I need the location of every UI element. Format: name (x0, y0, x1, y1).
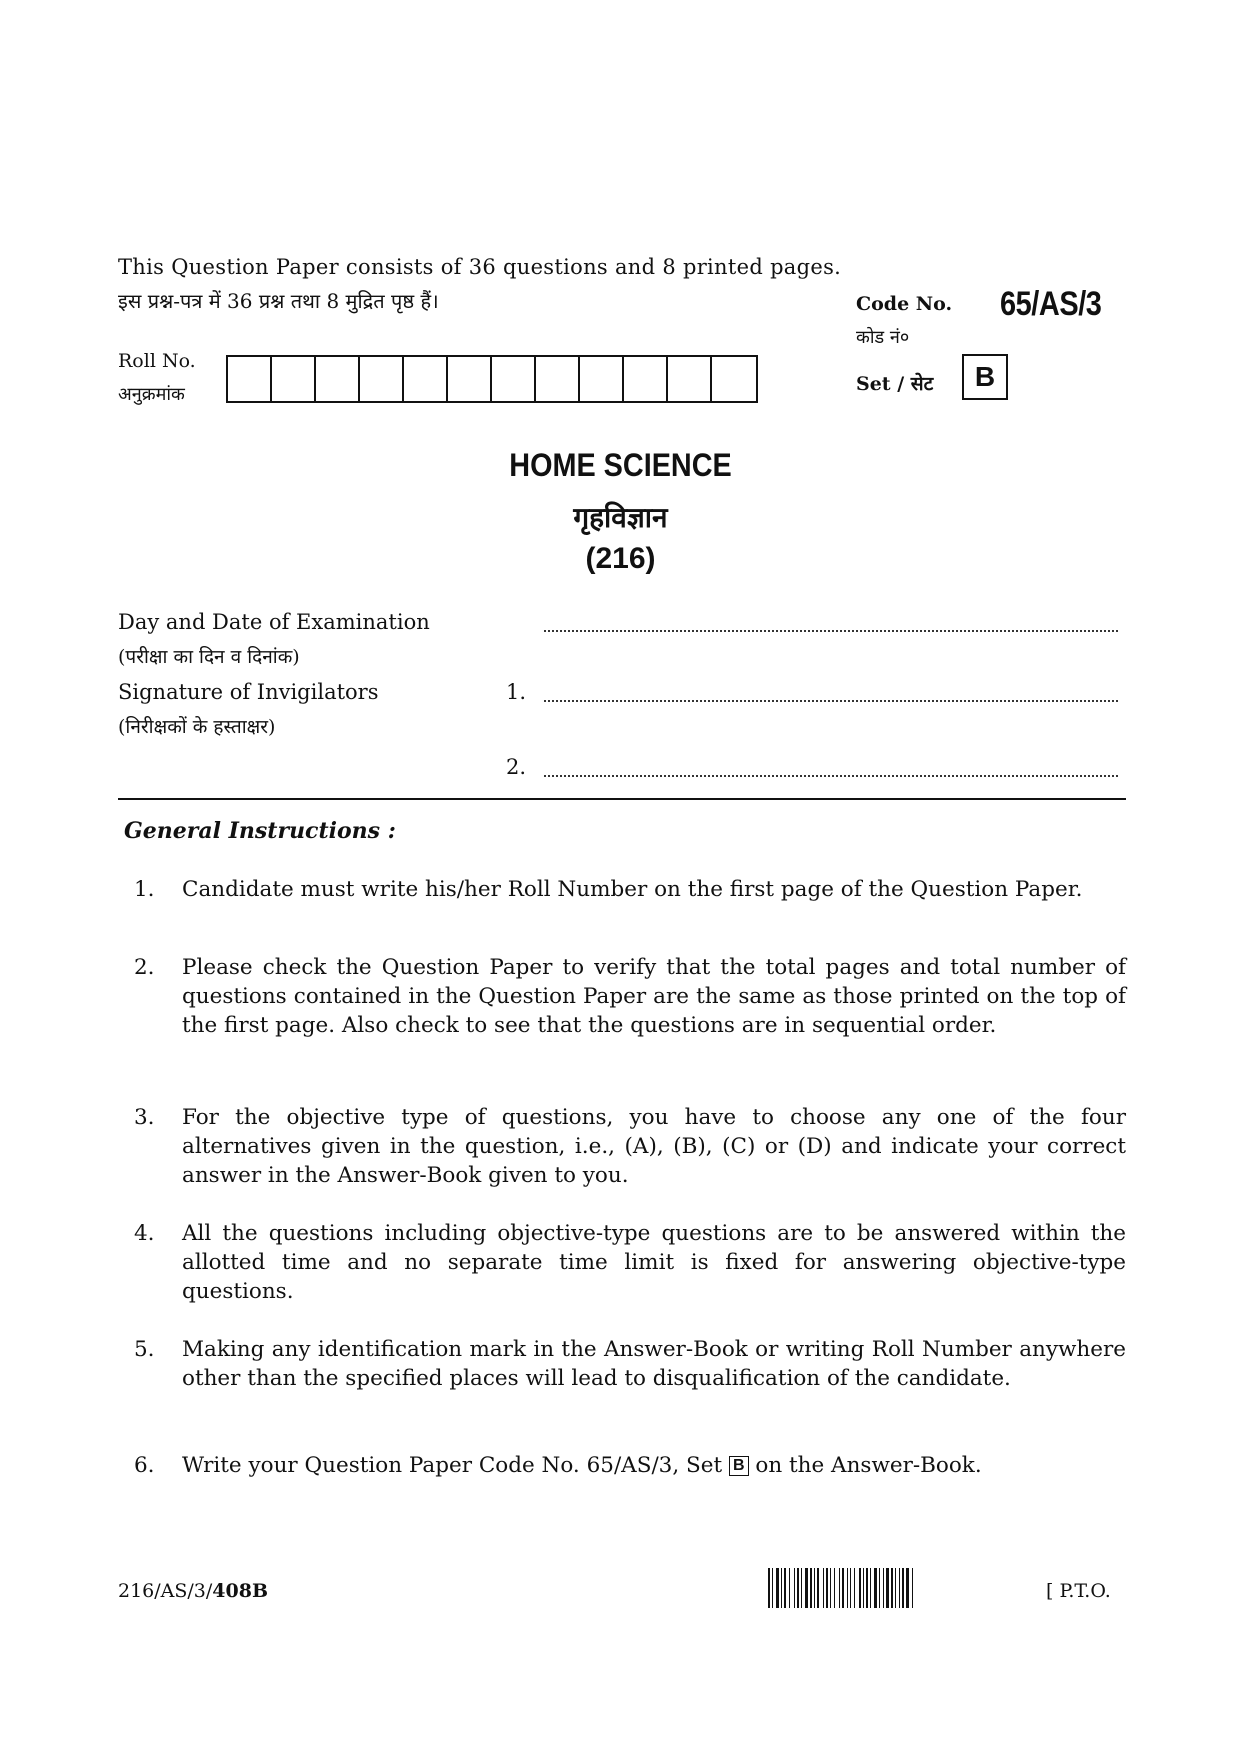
instruction-item (134, 1335, 1126, 1393)
instruction-text-part: on the Answer-Book. (755, 1453, 982, 1478)
signature-1-line[interactable] (544, 700, 1118, 702)
roll-digit-box[interactable] (712, 357, 756, 401)
subject-title: HOME SCIENCE (509, 447, 732, 483)
set-label: Set / सेट (856, 373, 934, 395)
roll-digit-box[interactable] (492, 357, 536, 401)
instructions-title: General Instructions : (124, 818, 396, 844)
instruction-text-part: Write your Question Paper Code No. 65/AS/3, Set (182, 1453, 723, 1478)
roll-digit-box[interactable] (668, 357, 712, 401)
pages-info-hindi: इस प्रश्न-पत्र में 36 प्रश्न तथा 8 मुद्रित पृष्ठ हैं। (118, 289, 439, 313)
instruction-number: 6. (134, 1453, 155, 1478)
roll-digit-box[interactable] (316, 357, 360, 401)
footer-paper-code (118, 1580, 268, 1602)
instruction-text (182, 1451, 1126, 1480)
pto-label: [ P.T.O. (1046, 1580, 1111, 1602)
footer-code-suffix: 408B (212, 1580, 269, 1602)
roll-digit-box[interactable] (624, 357, 668, 401)
code-label: Code No. (856, 293, 953, 315)
instruction-item (134, 1451, 1126, 1480)
instruction-number: 1. (134, 877, 155, 902)
instruction-number: 3. (134, 1105, 155, 1130)
invigilator-signature-label: Signature of Invigilators (118, 680, 379, 704)
exam-date-line[interactable] (544, 630, 1118, 632)
signature-2-line[interactable] (544, 775, 1118, 777)
barcode-icon (768, 1568, 1030, 1608)
instruction-item (134, 1219, 1126, 1306)
roll-digit-box[interactable] (580, 357, 624, 401)
instruction-text: Making any identification mark in the Answer-Book or writing Roll Number anywhere other than the specified places will lead to disqualification of the candidate. (182, 1337, 1126, 1391)
roll-digit-box[interactable] (360, 357, 404, 401)
signature-1-number: 1. (506, 680, 527, 704)
invigilator-signature-label-hindi: (निरीक्षकों के हस्ताक्षर) (118, 716, 276, 738)
instruction-text: Please check the Question Paper to verify that the total pages and total number of questions contained in the Question Paper are the same as those printed on the top of the first page. Also check to see that the questions are in sequential order. (182, 955, 1126, 1038)
instruction-item (134, 875, 1126, 904)
instruction-number: 2. (134, 955, 155, 980)
roll-digit-box[interactable] (448, 357, 492, 401)
divider (118, 798, 1126, 800)
roll-label: Roll No. (118, 350, 196, 372)
subject-code: (216) (585, 542, 656, 575)
exam-date-label-hindi: (परीक्षा का दिन व दिनांक) (118, 646, 300, 668)
roll-digit-box[interactable] (272, 357, 316, 401)
roll-label-hindi: अनुक्रमांक (118, 384, 185, 405)
exam-date-label: Day and Date of Examination (118, 610, 430, 634)
instruction-item (134, 1103, 1126, 1190)
code-label-hindi: कोड नं० (856, 327, 910, 348)
subject-title-hindi: गृहविज्ञान (573, 501, 668, 534)
roll-digit-box[interactable] (228, 357, 272, 401)
footer-code-prefix: 216/AS/3/ (118, 1580, 213, 1602)
instruction-text: For the objective type of questions, you have to choose any one of the four alternatives given in the question, i.e., (A), (B), (C) or (D) and indicate your correct answer in the Answer-Book given to you. (182, 1105, 1126, 1188)
instruction-text: All the questions including objective-type questions are to be answered within the allotted time and no separate time limit is fixed for answering objective-type questions. (182, 1221, 1126, 1304)
instruction-item (134, 953, 1126, 1040)
instruction-text: Candidate must write his/her Roll Number on the first page of the Question Paper. (182, 877, 1083, 902)
roll-digit-box[interactable] (536, 357, 580, 401)
signature-2-number: 2. (506, 755, 527, 779)
set-inline-badge: B (729, 1456, 749, 1476)
set-badge: B (962, 354, 1008, 400)
paper-code: 65/AS/3 (1000, 285, 1102, 323)
roll-number-boxes[interactable] (226, 355, 758, 403)
instruction-number: 5. (134, 1337, 155, 1362)
roll-digit-box[interactable] (404, 357, 448, 401)
pages-info-english: This Question Paper consists of 36 questions and 8 printed pages. (118, 255, 842, 279)
instruction-number: 4. (134, 1221, 155, 1246)
